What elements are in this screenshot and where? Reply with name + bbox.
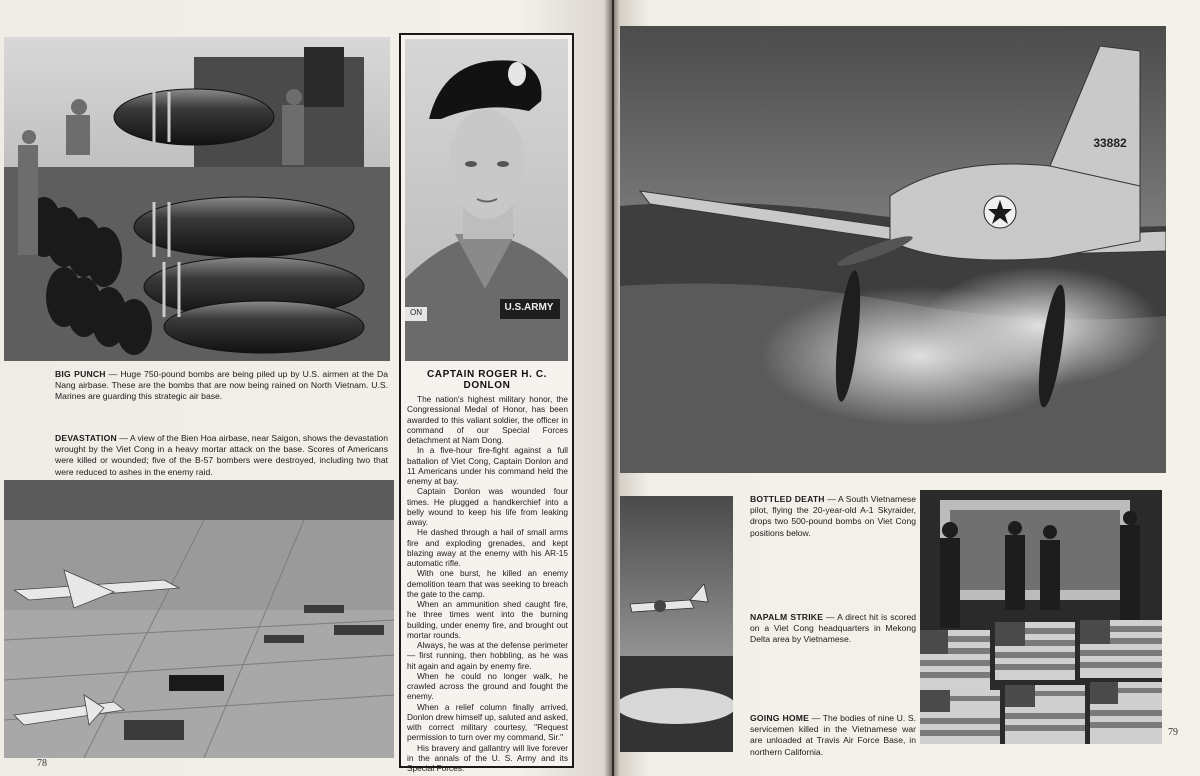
devastation-text: — A view of the Bien Hoa airbase, near Saigon, shows the devastation wrought by the Viet Cong in a heavy mortar attack on the base. Scores of Americans were killed or wounded; five of the B-57 bombers were destroyed, including two that were reduced to ashes in the enemy raid.: [55, 433, 388, 477]
napalm-strike-caption: [750, 612, 916, 646]
left-page-number: 78: [37, 758, 47, 769]
big-punch-heading: BIG PUNCH: [55, 369, 106, 379]
napalm-strike-text: — A direct hit is scored on a Viet Cong headquarters in Mekong Delta area by Vietnamese.: [750, 612, 917, 645]
big-punch-text: — Huge 750-pound bombs are being piled up by U.S. airmen at the Da Nang airbase. These are the bombs that are now being rained on North Vietnam. U.S. Marines are guarding this strategic air base.: [55, 369, 388, 402]
bombs-photo: [4, 37, 390, 361]
napalm-strike-heading: NAPALM STRIKE: [750, 612, 824, 622]
devastation-heading: DEVASTATION: [55, 433, 117, 443]
going-home-caption: [750, 713, 916, 758]
napalm-photo: [620, 496, 733, 752]
airbase-photo: [4, 480, 394, 758]
profile-paragraph: Always, he was at the defense perimeter — first running, then hobbling, as he was hit again and again by enemy fire.: [407, 640, 568, 671]
going-home-text: — The bodies of nine U. S. servicemen killed in the Vietnamese war are unloaded at Travis Air Force Base, in northern California.: [750, 713, 916, 757]
page-gutter: [604, 0, 620, 776]
skyraider-photo: [620, 26, 1166, 473]
profile-paragraph: When he could no longer walk, he crawled across the ground and fought the enemy.: [407, 670, 568, 702]
bottled-death-heading: BOTTLED DEATH: [750, 494, 825, 504]
profile-paragraph: When an ammunition shed caught fire, he three times went into the burning building, under enemy fire, and brought out mortar rounds.: [407, 599, 568, 640]
army-patch-label: U.S.ARMY: [504, 302, 554, 313]
right-page-number: 79: [1168, 727, 1178, 738]
profile-paragraph: He dashed through a hail of small arms fire and exploding grenades, and kept blazing away at the enemy with his AR-15 automatic rifle.: [407, 527, 568, 568]
portrait-photo: [405, 39, 568, 361]
big-punch-caption: [55, 369, 388, 403]
going-home-heading: GOING HOME: [750, 713, 810, 723]
profile-body: [407, 394, 568, 773]
profile-paragraph: The nation's highest military honor, the Congressional Medal of Honor, has been awarded to this valiant soldier, the officer in command of our Special Forces detachment at Nam Dong.: [407, 394, 568, 445]
profile-paragraph: His bravery and gallantry will live forever in the annals of the U. S. Army and its Special Forces.: [407, 742, 568, 773]
profile-paragraph: Captain Donlon was wounded four times. He plugged a handkerchief into a belly wound to keep his life from leaking away.: [407, 486, 568, 527]
profile-title: CAPTAIN ROGER H. C. DONLON: [426, 369, 548, 391]
profile-paragraph: In a five-hour fire-fight against a full battalion of Viet Cong, Captain Donlon and 11 Americans under his command held the enemy at bay.: [407, 445, 568, 486]
nameplate-label: ON: [410, 308, 422, 317]
profile-paragraph: When a relief column finally arrived, Donlon drew himself up, saluted and asked, with correct military courtesy, "Request permission to turn over my command, Sir.": [407, 701, 568, 743]
bottled-death-caption: [750, 494, 916, 539]
devastation-caption: [55, 433, 388, 478]
bottled-death-text: — A South Vietnamese pilot, flying the 20-year-old A-1 Skyraider, drops two 500-pound bombs on Viet Cong positions below.: [750, 494, 916, 538]
tail-number-label: 33882: [1093, 136, 1127, 150]
coffins-photo: [920, 490, 1162, 744]
profile-paragraph: With one burst, he killed an enemy demolition team that was seeking to breach the gate to the camp.: [407, 568, 568, 599]
